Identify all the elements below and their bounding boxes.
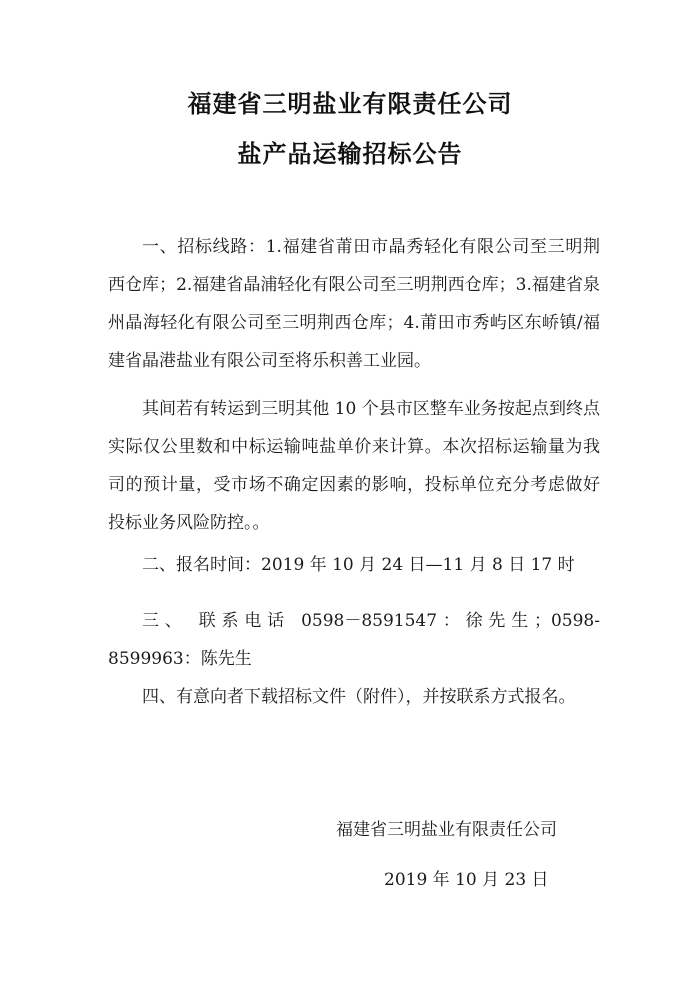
paragraph-download-instructions: 四、有意向者下载招标文件（附件），并按联系方式报名。 (142, 687, 576, 707)
document-title: 福建省三明盐业有限责任公司 (187, 90, 513, 118)
paragraph-transfer-note: 其间若有转运到三明其他 10 个县市区整车业务按起点到终点实际仅公里数和中标运输吨盐单价来计算。本次招标运输量为我司的预计量，受市场不确定因素的影响，投标单位充分考虑做好投标业务风险防控。。 (108, 399, 600, 533)
paragraph-registration-time: 二、报名时间：2019 年 10 月 24 日—11 月 8 日 17 时 (142, 555, 575, 575)
paragraph-contact-phone: 三、 联系电话 0598－8591547：徐先生；0598-8599963：陈先生 (108, 611, 600, 669)
paragraph-bidding-routes: 一、招标线路：1.福建省莆田市晶秀轻化有限公司至三明荆西仓库；2.福建省晶浦轻化有限公司至三明荆西仓库；3.福建省泉州晶海轻化有限公司至三明荆西仓库；4.莆田市秀屿区东峤镇/福建省晶港盐业有限公司至将乐积善工业园。 (108, 237, 600, 371)
signature-organization: 福建省三明盐业有限责任公司 (336, 820, 557, 840)
document-subtitle: 盐产品运输招标公告 (237, 140, 463, 168)
signature-date: 2019 年 10 月 23 日 (384, 870, 549, 890)
